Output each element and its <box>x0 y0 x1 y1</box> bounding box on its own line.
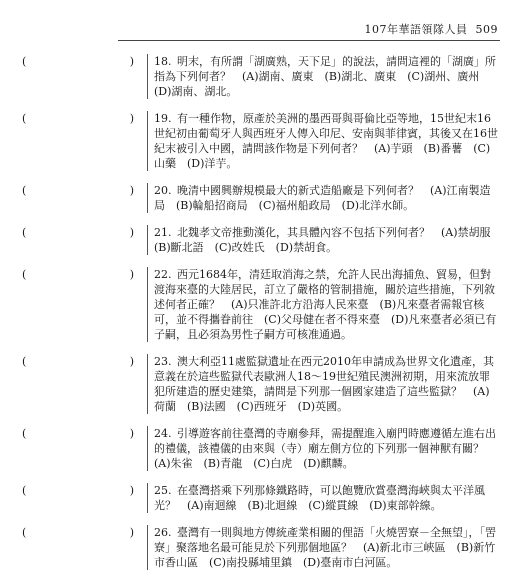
answer-blank[interactable] <box>22 183 134 198</box>
answer-blank[interactable] <box>22 525 134 540</box>
answer-blank[interactable] <box>22 426 134 441</box>
question-number: 18. <box>154 55 172 68</box>
margin-rule <box>147 426 148 471</box>
answer-blank[interactable] <box>22 267 134 282</box>
question-21 <box>22 225 500 255</box>
bracket-close: ) <box>129 526 134 539</box>
question-18 <box>22 54 500 99</box>
margin-rule <box>147 354 148 414</box>
margin-rule <box>147 183 148 213</box>
question-list <box>22 54 500 582</box>
question-19 <box>22 111 500 171</box>
question-25 <box>22 483 500 513</box>
answer-blank[interactable] <box>22 111 134 126</box>
bracket-close: ) <box>129 268 134 281</box>
bracket-open: ( <box>22 427 27 440</box>
question-number: 26. <box>154 526 172 539</box>
header-title: 107年華語領隊人員 <box>364 23 468 36</box>
bracket-close: ) <box>129 184 134 197</box>
margin-rule <box>147 267 148 342</box>
page-header <box>365 21 499 37</box>
question-24 <box>22 426 500 471</box>
answer-blank[interactable] <box>22 354 134 369</box>
margin-rule <box>147 525 148 570</box>
question-26 <box>22 525 500 570</box>
header-rule <box>118 40 500 41</box>
answer-blank[interactable] <box>22 483 134 498</box>
bracket-open: ( <box>22 226 27 239</box>
question-number: 20. <box>154 184 172 197</box>
question-text: 有一種作物，原產於美洲的墨西哥與哥倫比亞等地，15世紀末16世紀初由葡萄牙人與西班牙人傳入印尼、安南與菲律賓，其後又在16世紀末被引入中國，請問該作物是下列何者？ (A)芋頭 (B)番薯 (C)山藥 (D)洋芋。 <box>154 112 498 170</box>
question-text: 西元1684年，清廷取消海之禁，允許人民出海捕魚、貿易，但對渡海來臺的大陸居民，訂立了嚴格的管制措施，關於這些措施，下列敘述何者正確？ (A)只准許北方沿海人民來臺 (B)凡來臺者需報官核可，並不得攜眷前往 (C)父母健在者不得來臺 (D)凡來臺者必須已有子嗣，且必須為男性子嗣方可核准通過。 <box>154 268 497 341</box>
bracket-open: ( <box>22 55 27 68</box>
question-23 <box>22 354 500 414</box>
question-number: 22. <box>154 268 172 281</box>
question-number: 19. <box>154 112 172 125</box>
bracket-close: ) <box>129 112 134 125</box>
question-20 <box>22 183 500 213</box>
question-number: 23. <box>154 355 172 368</box>
bracket-close: ) <box>129 55 134 68</box>
bracket-close: ) <box>129 427 134 440</box>
question-text: 晚清中國興辦規模最大的新式造船廠是下列何者？ (A)江南製造局 (B)輪船招商局 (C)福州船政局 (D)北洋水師。 <box>154 184 491 212</box>
question-text: 臺灣有一則與地方傳統產業相關的俚語「火燒罟寮－全無望」，「罟寮」聚落地名最可能見於下列那個地區？ (A)新北市三峽區 (B)新竹市香山區 (C)南投縣埔里鎮 (D)臺南市白河區。 <box>154 526 496 569</box>
question-number: 24. <box>154 427 172 440</box>
question-number: 21. <box>154 226 172 239</box>
bracket-open: ( <box>22 484 27 497</box>
bracket-open: ( <box>22 526 27 539</box>
answer-blank[interactable] <box>22 54 134 69</box>
question-text: 明末，有所謂「湖廣熟，天下足」的說法，請問這裡的「湖廣」所指為下列何者？ (A)湖南、廣東 (B)湖北、廣東 (C)湖州、廣州 (D)湖南、湖北。 <box>154 55 496 98</box>
bracket-open: ( <box>22 355 27 368</box>
question-number: 25. <box>154 484 172 497</box>
margin-rule <box>147 111 148 171</box>
bracket-open: ( <box>22 112 27 125</box>
bracket-open: ( <box>22 268 27 281</box>
margin-rule <box>147 54 148 99</box>
answer-blank[interactable] <box>22 225 134 240</box>
question-text: 北魏孝文帝推動漢化，其具體內容不包括下列何者？ (A)禁胡服 (B)斷北語 (C)改姓氏 (D)禁胡食。 <box>154 226 502 254</box>
question-text: 澳大利亞11處監獄遺址在西元2010年申請成為世界文化遺產，其意義在於這些監獄代表歐洲人18～19世紀殖民澳洲初期，用來流放罪犯所建造的歷史建築，請問是下列那一個國家建造了這些監獄？ (A)荷蘭 (B)法國 (C)西班牙 (D)英國。 <box>154 355 494 413</box>
bracket-close: ) <box>129 226 134 239</box>
page-number: 509 <box>475 23 498 36</box>
bracket-close: ) <box>129 355 134 368</box>
margin-rule <box>147 483 148 513</box>
question-text: 在臺灣搭乘下列那條鐵路時，可以飽覽欣賞臺灣海峽與太平洋風光？ (A)南迴線 (B)北迴線 (C)縱貫線 (D)東部幹線。 <box>154 484 485 512</box>
question-22 <box>22 267 500 342</box>
question-text: 引導遊客前往臺灣的寺廟參拜，需提醒進入廟門時應遵循左進右出的禮儀，該禮儀的由來與（寺）廟左側方位的下列那一個神獸有關？ (A)朱雀 (B)青龍 (C)白虎 (D)麒麟。 <box>154 427 496 470</box>
bracket-close: ) <box>129 484 134 497</box>
margin-rule <box>147 225 148 255</box>
bracket-open: ( <box>22 184 27 197</box>
